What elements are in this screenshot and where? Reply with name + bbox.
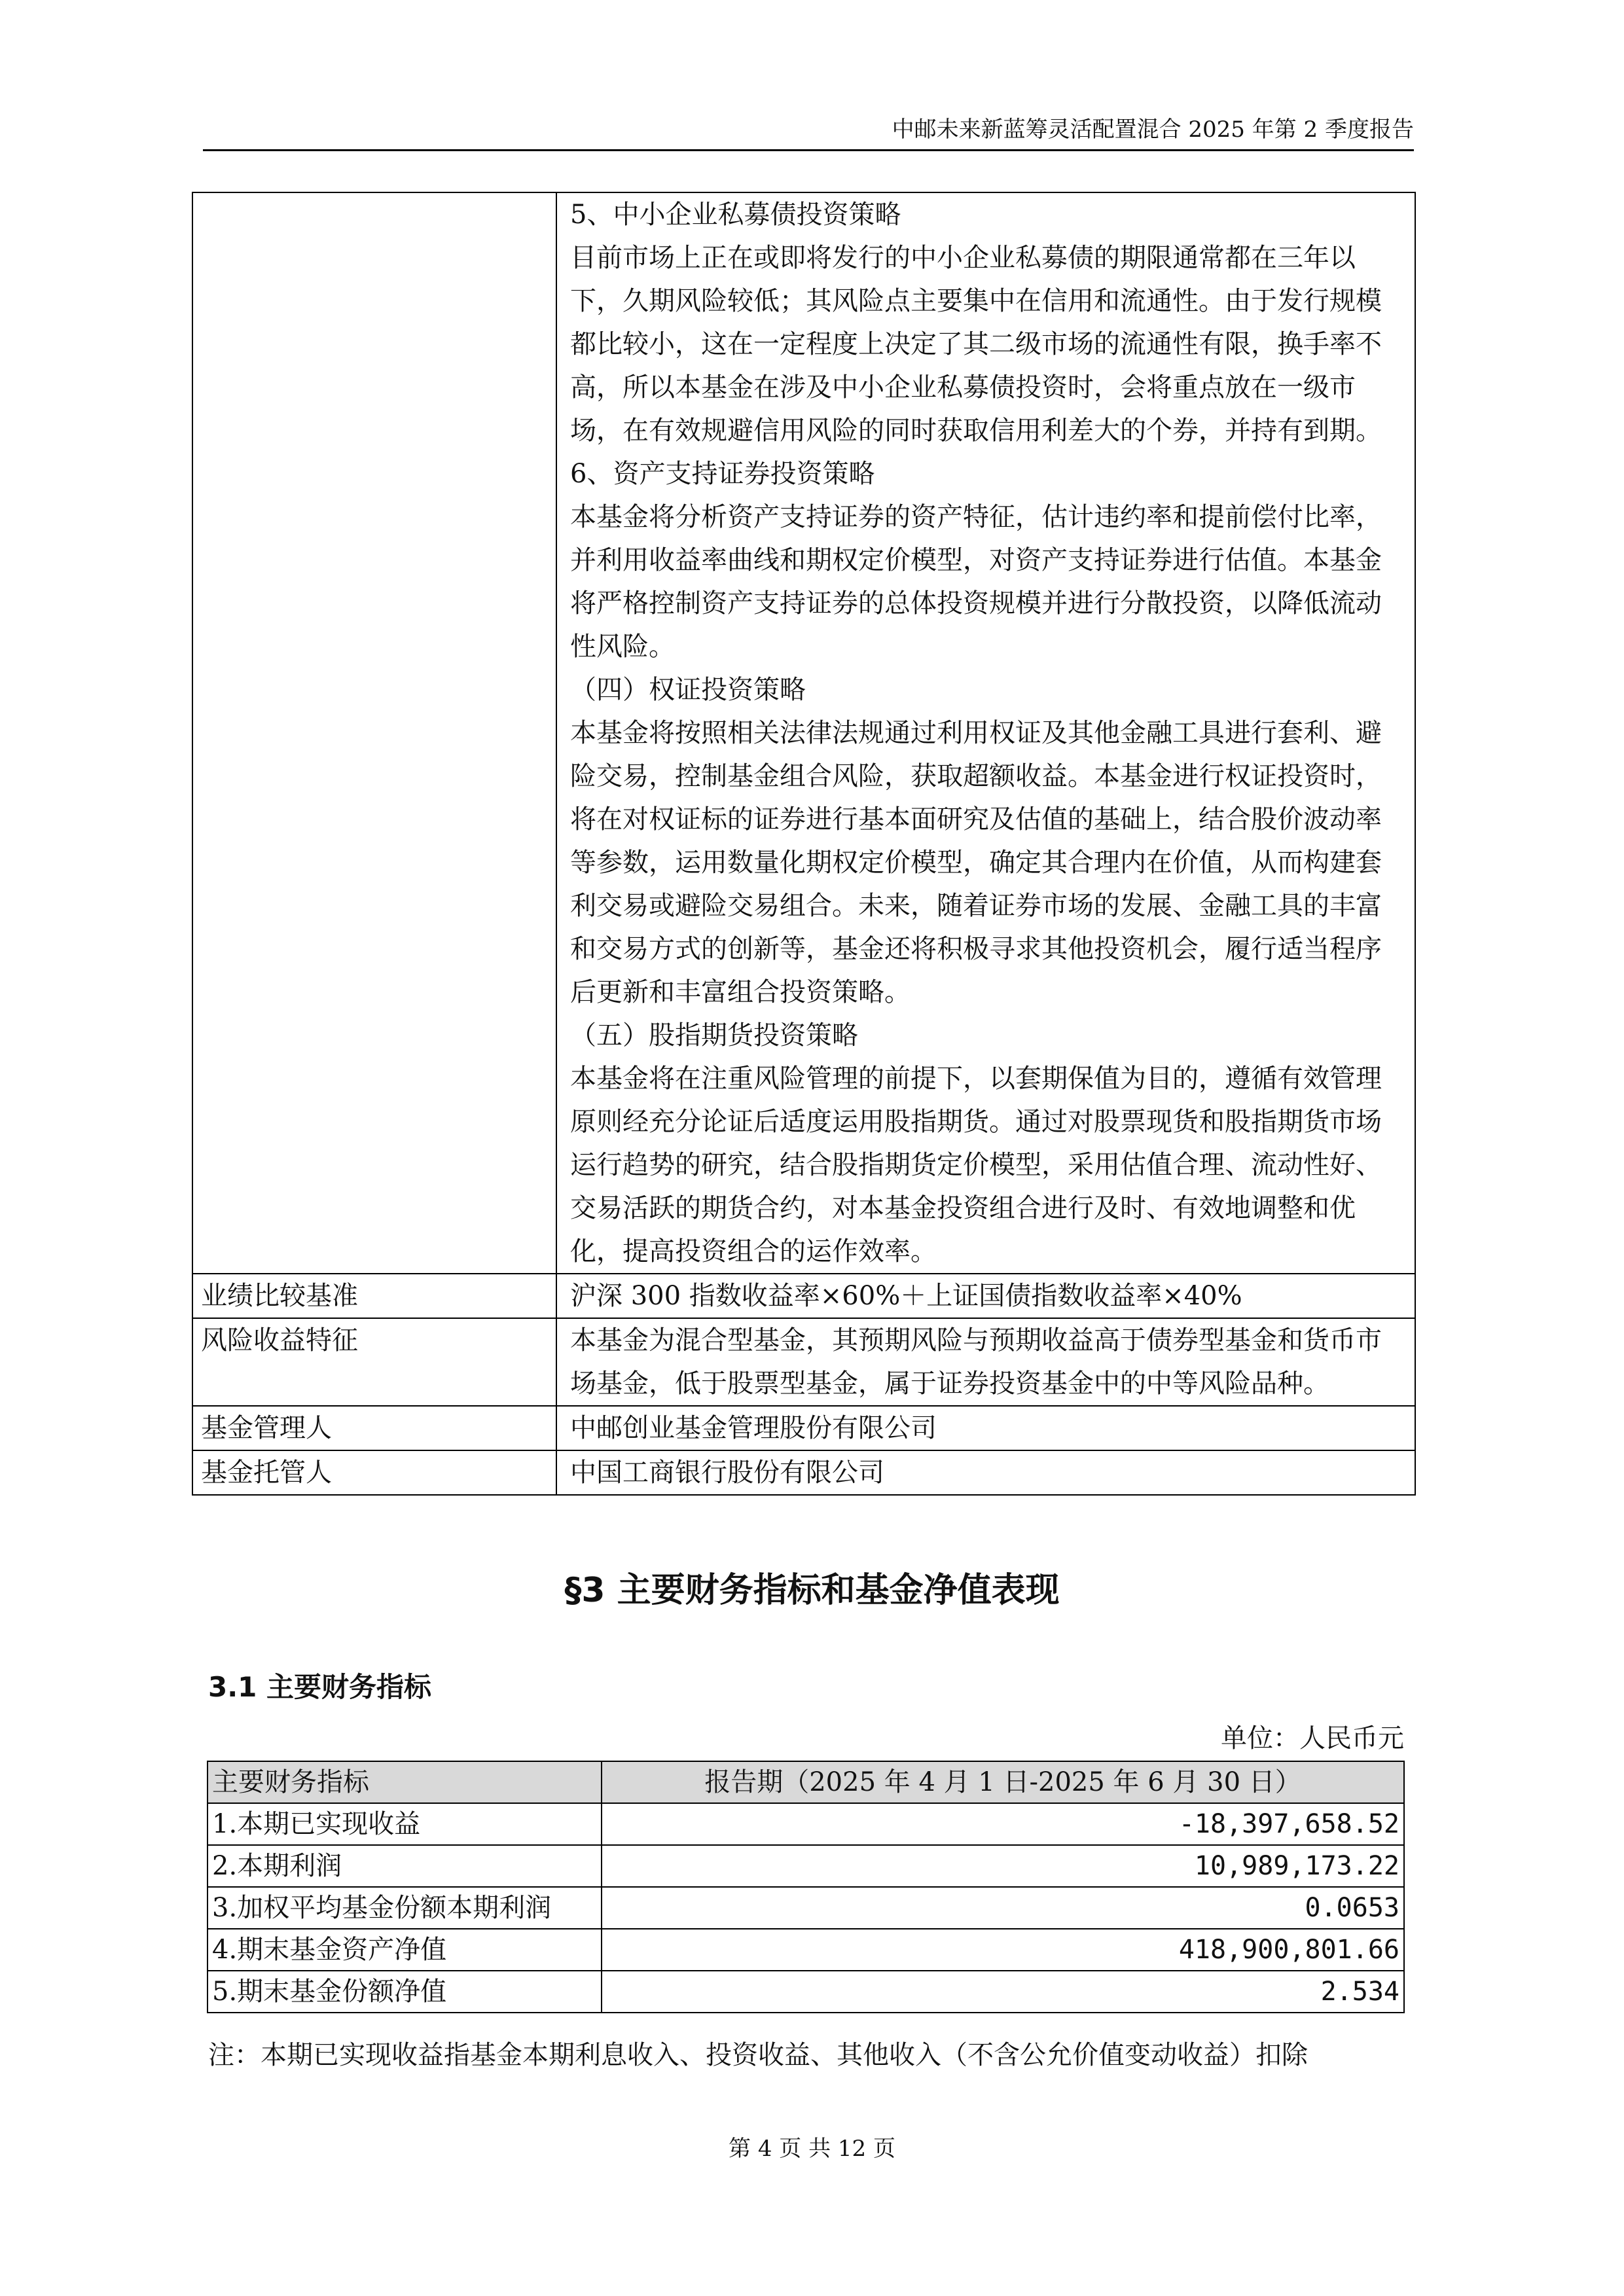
strategy-paragraph: 本基金将在注重风险管理的前提下，以套期保值为目的，遵循有效管理原则经充分论证后适度运用股指期货。通过对股票现货和股指期货市场运行趋势的研究，结合股指期货定价模型，采用估值合理、流动性好、交易活跃的期货合约，对本基金投资组合进行及时、有效地调整和优化，提高投资组合的运作效率。 [570,1064,1382,1266]
financial-indicators-table [207,1761,1405,2013]
header-period: 报告期（2025 年 4 月 1 日-2025 年 6 月 30 日） [602,1761,1404,1803]
row-value: 沪深 300 指数收益率×60%＋上证国债指数收益率×40% [556,1274,1415,1318]
strategy-paragraph: 6、资产支持证券投资策略 [570,459,875,489]
indicator-name: 2.本期利润 [208,1845,602,1887]
indicator-value: 10,989,173.22 [602,1845,1404,1887]
risk-return-row [192,1318,1415,1406]
strategy-content-cell [556,192,1415,1274]
table-row [208,1887,1404,1929]
table-row [208,1845,1404,1887]
row-label: 基金托管人 [192,1450,556,1495]
indicator-name: 3.加权平均基金份额本期利润 [208,1887,602,1929]
table-header-row [208,1761,1404,1803]
row-label: 基金管理人 [192,1406,556,1450]
subsection-title: 3.1 主要财务指标 [208,1671,432,1703]
indicator-name: 5.期末基金份额净值 [208,1971,602,2013]
table-row [208,1803,1404,1845]
table-row [208,1971,1404,2013]
fund-custodian-row [192,1450,1415,1495]
row-value: 中邮创业基金管理股份有限公司 [556,1406,1415,1450]
indicator-name: 1.本期已实现收益 [208,1803,602,1845]
header-indicator: 主要财务指标 [208,1761,602,1803]
fund-manager-row [192,1406,1415,1450]
page-footer: 第 4 页 共 12 页 [729,2136,895,2162]
indicator-name: 4.期末基金资产净值 [208,1929,602,1971]
fund-info-table [192,192,1416,1496]
strategy-paragraph: （四）权证投资策略 [570,675,806,705]
row-label: 风险收益特征 [192,1318,556,1406]
page-header [203,110,1414,151]
unit-label: 单位：人民币元 [1221,1723,1404,1753]
table-row [208,1929,1404,1971]
strategy-paragraph: 目前市场上正在或即将发行的中小企业私募债的期限通常都在三年以下，久期风险较低；其风险点主要集中在信用和流通性。由于发行规模都比较小，这在一定程度上决定了其二级市场的流通性有限，换手率不高，所以本基金在涉及中小企业私募债投资时，会将重点放在一级市场，在有效规避信用风险的同时获取信用利差大的个券，并持有到期。 [570,243,1382,446]
strategy-paragraph: 5、中小企业私募债投资策略 [570,200,901,230]
section-title: §3 主要财务指标和基金净值表现 [564,1571,1060,1610]
indicator-value: 2.534 [602,1971,1404,2013]
table-note: 注：本期已实现收益指基金本期利息收入、投资收益、其他收入（不含公允价值变动收益）扣除 [208,2040,1308,2070]
strategy-label-cell [192,192,556,1274]
strategy-paragraph: 本基金将分析资产支持证券的资产特征，估计违约率和提前偿付比率，并利用收益率曲线和期权定价模型，对资产支持证券进行估值。本基金将严格控制资产支持证券的总体投资规模并进行分散投资，以降低流动性风险。 [570,502,1382,662]
strategy-paragraph: 本基金将按照相关法律法规通过利用权证及其他金融工具进行套利、避险交易，控制基金组合风险，获取超额收益。本基金进行权证投资时，将在对权证标的证券进行基本面研究及估值的基础上，结合股价波动率等参数，运用数量化期权定价模型，确定其合理内在价值，从而构建套利交易或避险交易组合。未来，随着证券市场的发展、金融工具的丰富和交易方式的创新等，基金还将积极寻求其他投资机会，履行适当程序后更新和丰富组合投资策略。 [570,718,1382,1007]
strategy-continued-row [192,192,1415,1274]
report-title: 中邮未来新蓝筹灵活配置混合 2025 年第 2 季度报告 [892,117,1414,143]
indicator-value: 0.0653 [602,1887,1404,1929]
benchmark-row [192,1274,1415,1318]
indicator-value: 418,900,801.66 [602,1929,1404,1971]
row-value: 中国工商银行股份有限公司 [556,1450,1415,1495]
indicator-value: -18,397,658.52 [602,1803,1404,1845]
row-label: 业绩比较基准 [192,1274,556,1318]
strategy-paragraph: （五）股指期货投资策略 [570,1020,858,1050]
row-value: 本基金为混合型基金，其预期风险与预期收益高于债券型基金和货币市场基金，低于股票型基金，属于证券投资基金中的中等风险品种。 [556,1318,1415,1406]
